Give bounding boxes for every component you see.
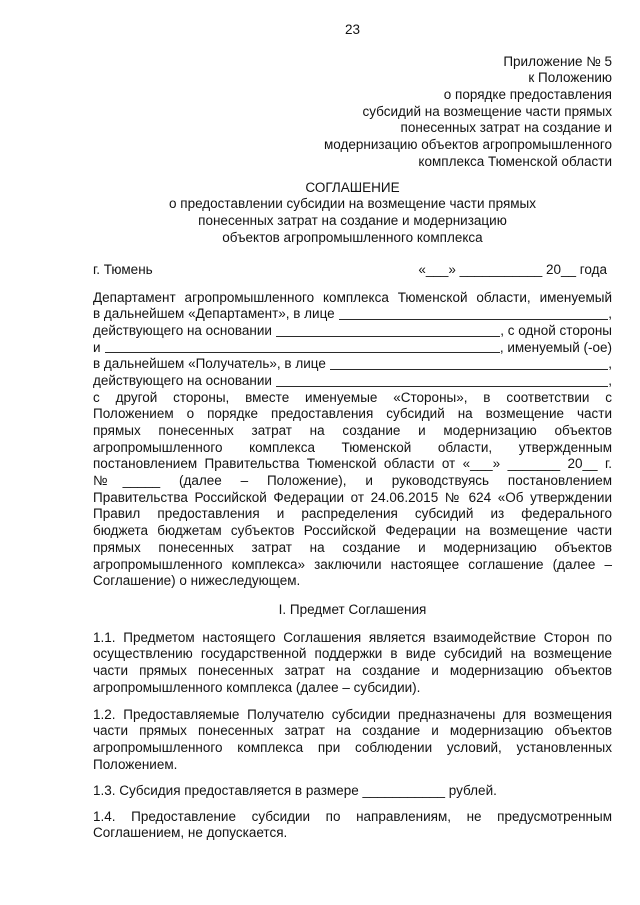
preamble-line: Положением о порядке предоставления субсидий на возмещение части [93, 406, 612, 422]
clause-line: части прямых понесенных затрат на создание и модернизацию объектов [93, 662, 612, 678]
blank-line [105, 352, 500, 353]
line-text: , именуемый (-ое) [499, 339, 612, 355]
clause-line: Положением. [93, 756, 178, 772]
date-placeholder: «___» ___________ 20__ года [418, 261, 607, 277]
preamble-line: Департамент агропромышленного комплекса Тюменской области, именуемый [93, 289, 612, 305]
preamble-line: прямых понесенных затрат на создание и модернизацию объектов [93, 539, 612, 555]
clause-line: 1.1. Предметом настоящего Соглашения является взаимодействие Сторон по [93, 629, 612, 645]
line-text: и [93, 339, 101, 355]
line-text: , с одной стороны [500, 322, 612, 338]
title-heading: СОГЛАШЕНИЕ [305, 179, 400, 195]
line-text: действующего на основании [93, 372, 272, 388]
preamble [93, 290, 612, 590]
clause-1-1 [93, 630, 612, 697]
document-title [93, 180, 612, 247]
preamble-line [93, 323, 612, 340]
line-text: , [608, 306, 612, 322]
clause-line: 1.3. Субсидия предоставляется в размере ___________ рублей. [93, 782, 497, 798]
clause-1-2 [93, 707, 612, 774]
appendix-line: Приложение № 5 [503, 53, 612, 69]
preamble-line: Правительства Российской Федерации от 24.06.2015 № 624 «Об утверждении [93, 489, 612, 505]
clause-line: 1.2. Предоставляемые Получателю субсидии предназначены для возмещения [93, 706, 612, 722]
preamble-line: постановлением Правительства Тюменской области от «___» _______ 20__ г. [93, 456, 612, 472]
preamble-line: агропромышленного комплекса» заключили настоящее соглашение (далее – [93, 556, 612, 572]
page-number: 23 [344, 22, 361, 37]
line-text: в дальнейшем «Получатель», в лице [93, 356, 326, 372]
clause-line: агропромышленного комплекса (далее – субсидии). [93, 679, 421, 695]
title-line: понесенных затрат на создание и модернизацию [198, 212, 507, 228]
clause-line: агропромышленного комплекса при соблюдении условий, установленных [93, 739, 612, 755]
blank-line [276, 386, 608, 387]
appendix-reference [282, 54, 612, 171]
clause-1-3 [93, 783, 612, 800]
preamble-line: агропромышленного комплекса Тюменской области, утвержденным [93, 439, 612, 455]
blank-line [276, 336, 500, 337]
section-heading: I. Предмет Соглашения [278, 601, 427, 617]
preamble-line [93, 356, 612, 373]
city: г. Тюмень [93, 261, 153, 277]
line-text: действующего на основании [93, 322, 272, 338]
title-line: объектов агропромышленного комплекса [222, 229, 483, 245]
appendix-line: к Положению [528, 70, 612, 86]
clause-1-4 [93, 809, 612, 842]
appendix-line: о порядке предоставления [443, 86, 612, 102]
preamble-line: прямых понесенных затрат на создание и модернизацию объектов [93, 423, 612, 438]
preamble-line [93, 306, 612, 323]
appendix-line: модернизацию объектов агропромышленного [323, 136, 612, 152]
title-line: о предоставлении субсидии на возмещение части прямых [169, 196, 536, 212]
place-date-line [93, 262, 612, 279]
preamble-line [93, 340, 612, 357]
appendix-line: субсидий на возмещение части прямых [362, 103, 612, 119]
clause-line: Соглашением, не допускается. [93, 825, 288, 841]
line-text: , [608, 356, 612, 372]
appendix-line: понесенных затрат на создание и [400, 120, 612, 136]
appendix-line: комплекса Тюменской области [418, 153, 612, 169]
line-text: в дальнейшем «Департамент», в лице [93, 306, 335, 322]
clause-line: осуществлению государственной поддержки в виде субсидий на возмещение [93, 646, 612, 662]
preamble-line: Соглашение) о нижеследующем. [93, 573, 301, 589]
line-text: , [608, 372, 612, 388]
preamble-line: Правил предоставления и распределения субсидий из федерального [93, 506, 612, 522]
clause-line: части прямых понесенных затрат на создание и модернизацию объектов [93, 723, 612, 739]
preamble-line [93, 373, 612, 390]
blank-line [339, 319, 609, 320]
preamble-line: с другой стороны, вместе именуемые «Стороны», в соответствии с [93, 389, 612, 405]
blank-line [330, 369, 608, 370]
preamble-line: №_____ (далее – Положение), и руководствуясь постановлением [93, 473, 612, 489]
clause-line: 1.4. Предоставление субсидии по направлениям, не предусмотренным [93, 808, 612, 824]
preamble-line: бюджета бюджетам субъектов Российской Федерации на возмещение части [93, 523, 612, 539]
